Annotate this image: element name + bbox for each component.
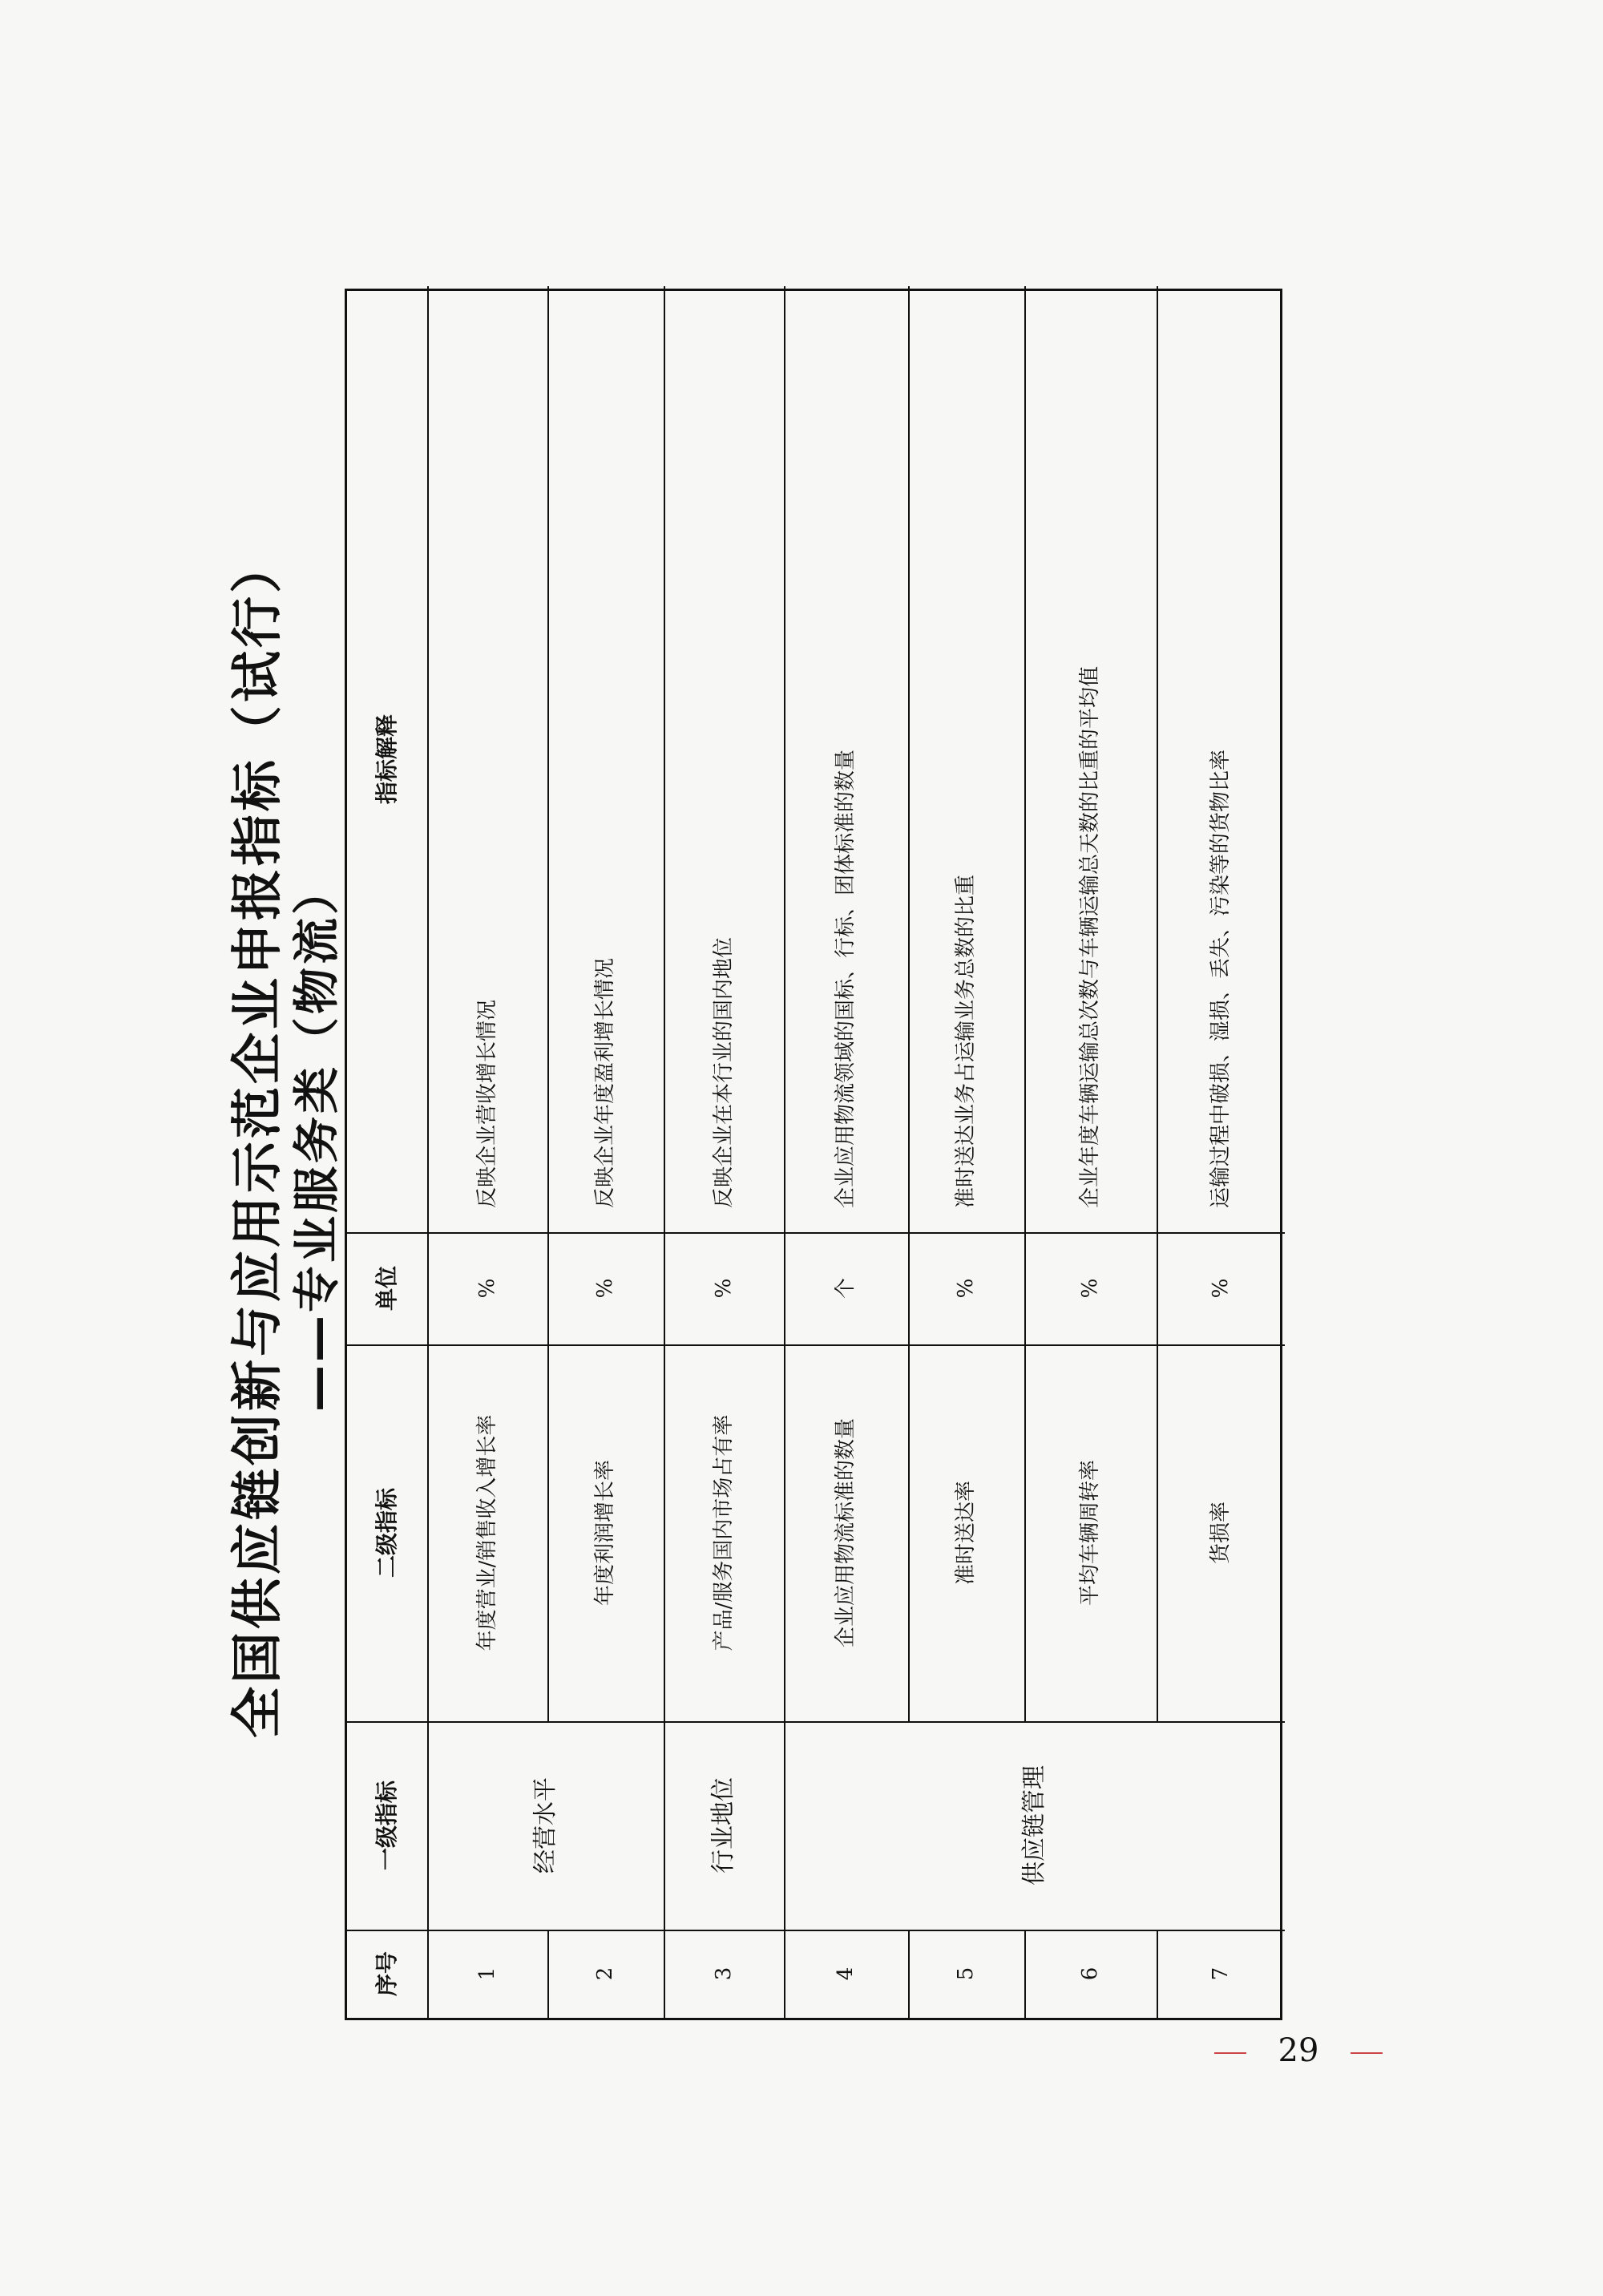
row-6-seq: 6 bbox=[1078, 1967, 1103, 1981]
row-3-explanation: 反映企业在本行业的国内地位 bbox=[711, 936, 736, 1208]
row-3-level2: 产品/服务国内市场占有率 bbox=[711, 1414, 736, 1651]
row-5-explanation: 准时送达业务占运输业务总数的比重 bbox=[954, 874, 979, 1208]
row-2-explanation: 反映企业年度盈利增长情况 bbox=[593, 957, 618, 1208]
row-7-explanation: 运输过程中破损、湿损、丢失、污染等的货物比率 bbox=[1208, 749, 1233, 1208]
header-explanation: 指标解释 bbox=[373, 714, 401, 805]
header-level1: 一级指标 bbox=[373, 1781, 401, 1871]
row-5-level2: 准时送达率 bbox=[954, 1481, 979, 1586]
row-3-unit: % bbox=[711, 1278, 736, 1299]
group-supply-chain-management: 供应链管理 bbox=[1020, 1765, 1048, 1886]
header-level2: 二级指标 bbox=[373, 1488, 401, 1578]
row-7-unit: % bbox=[1208, 1278, 1233, 1299]
page-title: 全国供应链创新与应用示范企业申报指标（试行） bbox=[228, 539, 288, 1738]
page-number: 29 bbox=[1278, 2032, 1319, 2069]
row-5-seq: 5 bbox=[954, 1967, 979, 1981]
row-3-seq: 3 bbox=[711, 1967, 736, 1981]
header-seq: 序号 bbox=[373, 1951, 401, 1997]
row-6-level2: 平均车辆周转率 bbox=[1078, 1460, 1103, 1607]
indicator-table bbox=[345, 289, 1282, 2020]
page-number-area bbox=[1186, 2032, 1411, 2080]
row-4-level2: 企业应用物流标准的数量 bbox=[834, 1418, 858, 1648]
row-1-unit: % bbox=[474, 1278, 499, 1299]
group-operating-level: 经营水平 bbox=[531, 1777, 559, 1874]
header-unit: 单位 bbox=[373, 1266, 401, 1312]
row-6-unit: % bbox=[1078, 1278, 1103, 1299]
page-dash-left bbox=[1214, 2052, 1246, 2054]
row-4-unit: 个 bbox=[834, 1278, 858, 1300]
page-dash-right bbox=[1351, 2052, 1383, 2054]
row-1-explanation: 反映企业营收增长情况 bbox=[474, 999, 499, 1208]
row-6-explanation: 企业年度车辆运输总次数与车辆运输总天数的比重的平均值 bbox=[1078, 665, 1103, 1208]
rotated-page bbox=[208, 257, 1491, 2020]
row-4-seq: 4 bbox=[834, 1967, 858, 1981]
row-7-level2: 货损率 bbox=[1208, 1502, 1233, 1565]
row-7-seq: 7 bbox=[1208, 1967, 1233, 1981]
row-2-seq: 2 bbox=[593, 1967, 618, 1981]
group-industry-position: 行业地位 bbox=[709, 1777, 737, 1874]
row-2-level2: 年度利润增长率 bbox=[593, 1460, 618, 1607]
row-1-level2: 年度营业/销售收入增长率 bbox=[474, 1414, 499, 1651]
row-4-explanation: 企业应用物流领域的国标、行标、团体标准的数量 bbox=[834, 749, 858, 1208]
row-2-unit: % bbox=[593, 1278, 618, 1299]
row-5-unit: % bbox=[954, 1278, 979, 1299]
page-subtitle: ——专业服务类（物流） bbox=[289, 865, 344, 1413]
row-1-seq: 1 bbox=[474, 1967, 499, 1981]
